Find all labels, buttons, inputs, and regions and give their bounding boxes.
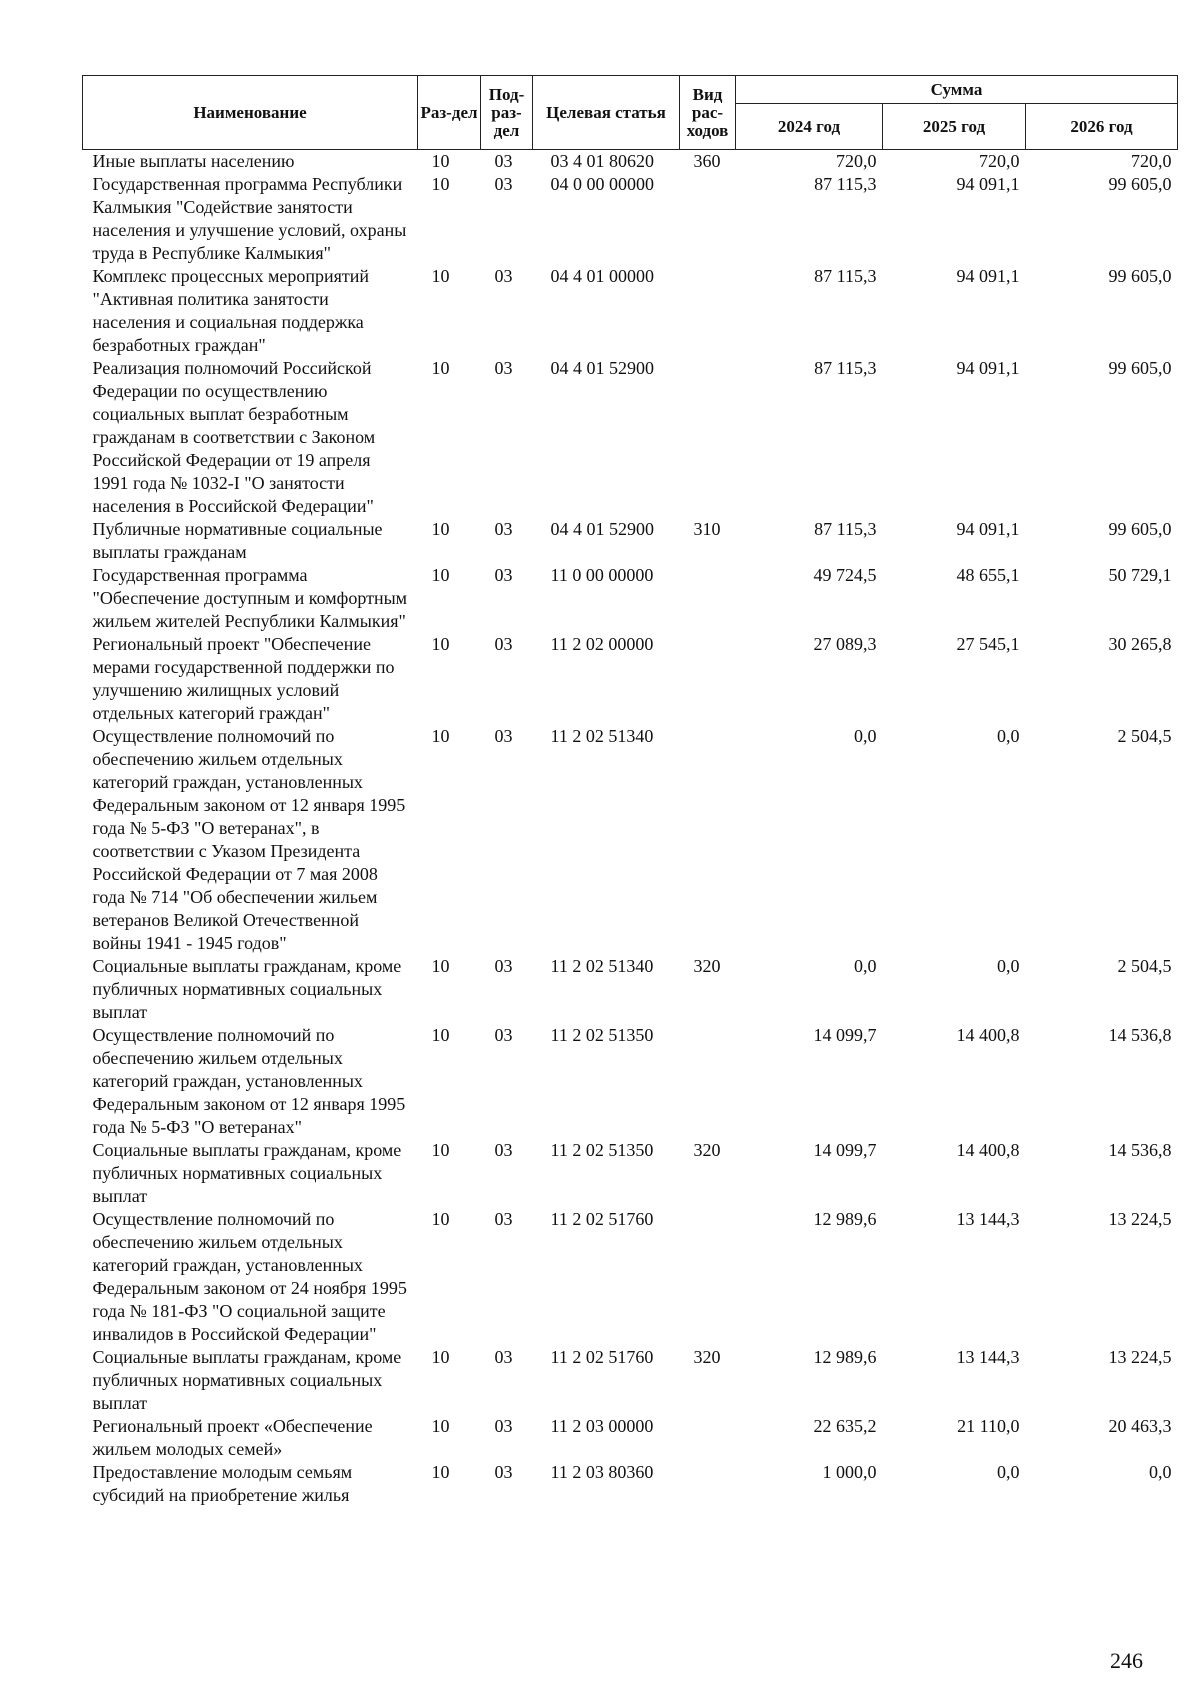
cell-sum-2026: 0,0: [1149, 1462, 1172, 1482]
cell-razdel: 10: [431, 1416, 450, 1436]
cell-celevaya-statya: 11 0 00 00000: [550, 565, 654, 585]
cell-razdel: 10: [431, 1347, 450, 1367]
cell-sum-2025: 13 144,3: [956, 1209, 1020, 1229]
cell-celevaya-statya: 04 4 01 52900: [550, 358, 654, 378]
cell-sum-2025: 14 400,8: [956, 1025, 1020, 1045]
table-row: [83, 725, 1178, 955]
cell-vid-rashodov: 360: [693, 151, 721, 171]
cell-name: Публичные нормативные социальные выплаты гражданам: [92, 519, 383, 562]
cell-sum-2024: 12 989,6: [813, 1347, 877, 1367]
cell-sum-2026: 13 224,5: [1108, 1209, 1172, 1229]
cell-name: Государственная программа "Обеспечение доступным и комфортным жильем жителей Республики Калмыкия": [92, 565, 408, 631]
cell-celevaya-statya: 03 4 01 80620: [550, 151, 654, 171]
table-row: [83, 1346, 1178, 1415]
cell-vid-rashodov: 320: [693, 956, 721, 976]
cell-sum-2024: 14 099,7: [813, 1025, 877, 1045]
cell-celevaya-statya: 11 2 02 51760: [550, 1209, 654, 1229]
cell-razdel: 10: [431, 956, 450, 976]
cell-sum-2025: 94 091,1: [956, 174, 1020, 194]
cell-sum-2026: 20 463,3: [1108, 1416, 1172, 1436]
table-row: [83, 1024, 1178, 1139]
cell-razdel: 10: [431, 565, 450, 585]
cell-sum-2025: 21 110,0: [957, 1416, 1020, 1436]
cell-podrazdel: 03: [494, 151, 513, 171]
table-row: [83, 357, 1178, 518]
cell-sum-2024: 0,0: [854, 956, 877, 976]
cell-vid-rashodov: [680, 1461, 736, 1507]
cell-sum-2025: 0,0: [997, 956, 1020, 976]
cell-razdel: 10: [431, 1025, 450, 1045]
cell-name: Региональный проект "Обеспечение мерами государственной поддержки по улучшению жилищных условий отдельных категорий граждан": [92, 634, 395, 723]
cell-name: Иные выплаты населению: [92, 151, 295, 171]
cell-sum-2024: 0,0: [854, 726, 877, 746]
cell-sum-2024: 87 115,3: [814, 174, 877, 194]
cell-sum-2026: 30 265,8: [1108, 634, 1172, 654]
cell-name: Социальные выплаты гражданам, кроме публичных нормативных социальных выплат: [92, 1140, 402, 1206]
cell-sum-2025: 94 091,1: [956, 519, 1020, 539]
cell-celevaya-statya: 04 0 00 00000: [550, 174, 654, 194]
cell-sum-2024: 14 099,7: [813, 1140, 877, 1160]
cell-celevaya-statya: 04 4 01 52900: [550, 519, 654, 539]
table-row: [83, 955, 1178, 1024]
cell-vid-rashodov: [680, 1024, 736, 1139]
cell-name: Региональный проект «Обеспечение жильем молодых семей»: [92, 1416, 373, 1459]
cell-razdel: 10: [431, 151, 450, 171]
cell-podrazdel: 03: [494, 519, 513, 539]
budget-table-container: [82, 75, 1177, 1507]
cell-name: Комплекс процессных мероприятий "Активная политика занятости населения и социальная поддержка безработных граждан": [92, 266, 370, 355]
cell-name: Государственная программа Республики Калмыкия "Содействие занятости населения и улучшение условий, охраны труда в Республике Калмыкия": [92, 174, 407, 263]
cell-sum-2025: 14 400,8: [956, 1140, 1020, 1160]
cell-vid-rashodov: [680, 357, 736, 518]
cell-sum-2025: 0,0: [997, 1462, 1020, 1482]
cell-razdel: 10: [431, 1140, 450, 1160]
cell-name: Реализация полномочий Российской Федерации по осуществлению социальных выплат безработным гражданам в соответствии с Законом Российской Федерации от 19 апреля 1991 года № 1032-I "О занятости населения в Российской Федерации": [92, 358, 376, 516]
cell-vid-rashodov: 320: [693, 1140, 721, 1160]
cell-sum-2024: 1 000,0: [822, 1462, 877, 1482]
cell-vid-rashodov: 320: [693, 1347, 721, 1367]
cell-podrazdel: 03: [494, 565, 513, 585]
table-row: [83, 564, 1178, 633]
cell-sum-2024: 87 115,3: [814, 358, 877, 378]
cell-celevaya-statya: 11 2 02 51760: [550, 1347, 654, 1367]
cell-vid-rashodov: [680, 564, 736, 633]
table-row: [83, 173, 1178, 265]
cell-podrazdel: 03: [494, 174, 513, 194]
cell-razdel: 10: [431, 634, 450, 654]
cell-razdel: 10: [431, 358, 450, 378]
table-row: [83, 633, 1178, 725]
cell-sum-2025: 48 655,1: [956, 565, 1020, 585]
table-row: [83, 518, 1178, 564]
cell-podrazdel: 03: [494, 726, 513, 746]
header-summa: Сумма: [736, 76, 1178, 104]
cell-celevaya-statya: 11 2 02 51350: [550, 1140, 654, 1160]
cell-sum-2026: 14 536,8: [1108, 1140, 1172, 1160]
cell-razdel: 10: [431, 1209, 450, 1229]
cell-sum-2026: 99 605,0: [1108, 174, 1172, 194]
cell-sum-2024: 27 089,3: [813, 634, 877, 654]
cell-name: Предоставление молодым семьям субсидий на приобретение жилья: [92, 1462, 353, 1505]
cell-sum-2025: 13 144,3: [956, 1347, 1020, 1367]
cell-name: Осуществление полномочий по обеспечению жильем отдельных категорий граждан, установленных Федеральным законом от 12 января 1995 года № 5-ФЗ "О ветеранах", в соответствии с Указом Президента Российской Федерации от 7 мая 2008 года № 714 "Об обеспечении жильем ветеранов Великой Отечественной войны 1941 - 1945 годов": [92, 726, 406, 953]
cell-podrazdel: 03: [494, 266, 513, 286]
cell-name: Осуществление полномочий по обеспечению жильем отдельных категорий граждан, установленных Федеральным законом от 24 ноября 1995 года № 181-ФЗ "О социальной защите инвалидов в Российской Федерации": [92, 1209, 407, 1344]
header-vid-rashodov: Вид рас-ходов: [680, 76, 736, 150]
cell-sum-2024: 87 115,3: [814, 519, 877, 539]
table-row: [83, 1208, 1178, 1346]
page-number: 246: [1110, 1648, 1143, 1673]
header-year-2024: 2024 год: [736, 104, 883, 150]
cell-sum-2026: 2 504,5: [1117, 956, 1172, 976]
cell-podrazdel: 03: [494, 1462, 513, 1482]
cell-sum-2026: 13 224,5: [1108, 1347, 1172, 1367]
cell-sum-2026: 99 605,0: [1108, 519, 1172, 539]
table-row: [83, 150, 1178, 174]
header-year-2026: 2026 год: [1026, 104, 1178, 150]
budget-table: [82, 75, 1178, 1507]
cell-razdel: 10: [431, 174, 450, 194]
table-row: [83, 1461, 1178, 1507]
cell-podrazdel: 03: [494, 358, 513, 378]
cell-sum-2026: 720,0: [1131, 151, 1172, 171]
header-year-2025: 2025 год: [883, 104, 1026, 150]
cell-sum-2024: 49 724,5: [813, 565, 877, 585]
cell-celevaya-statya: 11 2 02 51340: [550, 956, 654, 976]
table-body: [83, 150, 1178, 1508]
header-name: Наименование: [83, 76, 418, 150]
header-celevaya-statya: Целевая статья: [533, 76, 680, 150]
cell-vid-rashodov: [680, 633, 736, 725]
cell-podrazdel: 03: [494, 1347, 513, 1367]
table-row: [83, 265, 1178, 357]
cell-sum-2026: 14 536,8: [1108, 1025, 1172, 1045]
cell-podrazdel: 03: [494, 634, 513, 654]
cell-celevaya-statya: 11 2 03 80360: [550, 1462, 654, 1482]
table-header: [83, 76, 1178, 150]
cell-name: Осуществление полномочий по обеспечению жильем отдельных категорий граждан, установленных Федеральным законом от 12 января 1995 года № 5-ФЗ "О ветеранах": [92, 1025, 406, 1137]
cell-sum-2024: 87 115,3: [814, 266, 877, 286]
cell-sum-2025: 94 091,1: [956, 358, 1020, 378]
cell-name: Социальные выплаты гражданам, кроме публичных нормативных социальных выплат: [92, 1347, 402, 1413]
cell-celevaya-statya: 11 2 02 51350: [550, 1025, 654, 1045]
cell-name: Социальные выплаты гражданам, кроме публичных нормативных социальных выплат: [92, 956, 402, 1022]
cell-razdel: 10: [431, 519, 450, 539]
header-razdel: Раз-дел: [418, 76, 481, 150]
cell-sum-2024: 720,0: [836, 151, 877, 171]
cell-sum-2026: 50 729,1: [1108, 565, 1172, 585]
cell-celevaya-statya: 04 4 01 00000: [550, 266, 654, 286]
header-podrazdel: Под-раз-дел: [481, 76, 533, 150]
cell-podrazdel: 03: [494, 956, 513, 976]
cell-celevaya-statya: 11 2 02 00000: [550, 634, 654, 654]
cell-sum-2025: 0,0: [997, 726, 1020, 746]
cell-vid-rashodov: [680, 1208, 736, 1346]
cell-sum-2024: 22 635,2: [813, 1416, 877, 1436]
cell-razdel: 10: [431, 266, 450, 286]
cell-vid-rashodov: [680, 725, 736, 955]
cell-sum-2024: 12 989,6: [813, 1209, 877, 1229]
cell-celevaya-statya: 11 2 03 00000: [550, 1416, 654, 1436]
cell-razdel: 10: [431, 1462, 450, 1482]
cell-sum-2026: 99 605,0: [1108, 266, 1172, 286]
cell-sum-2025: 720,0: [979, 151, 1020, 171]
cell-podrazdel: 03: [494, 1140, 513, 1160]
cell-podrazdel: 03: [494, 1209, 513, 1229]
cell-razdel: 10: [431, 726, 450, 746]
cell-vid-rashodov: 310: [693, 519, 721, 539]
table-row: [83, 1139, 1178, 1208]
cell-vid-rashodov: [680, 1415, 736, 1461]
cell-podrazdel: 03: [494, 1025, 513, 1045]
cell-sum-2025: 27 545,1: [956, 634, 1020, 654]
cell-celevaya-statya: 11 2 02 51340: [550, 726, 654, 746]
cell-vid-rashodov: [680, 173, 736, 265]
cell-podrazdel: 03: [494, 1416, 513, 1436]
cell-sum-2026: 2 504,5: [1117, 726, 1172, 746]
table-row: [83, 1415, 1178, 1461]
cell-vid-rashodov: [680, 265, 736, 357]
cell-sum-2025: 94 091,1: [956, 266, 1020, 286]
cell-sum-2026: 99 605,0: [1108, 358, 1172, 378]
